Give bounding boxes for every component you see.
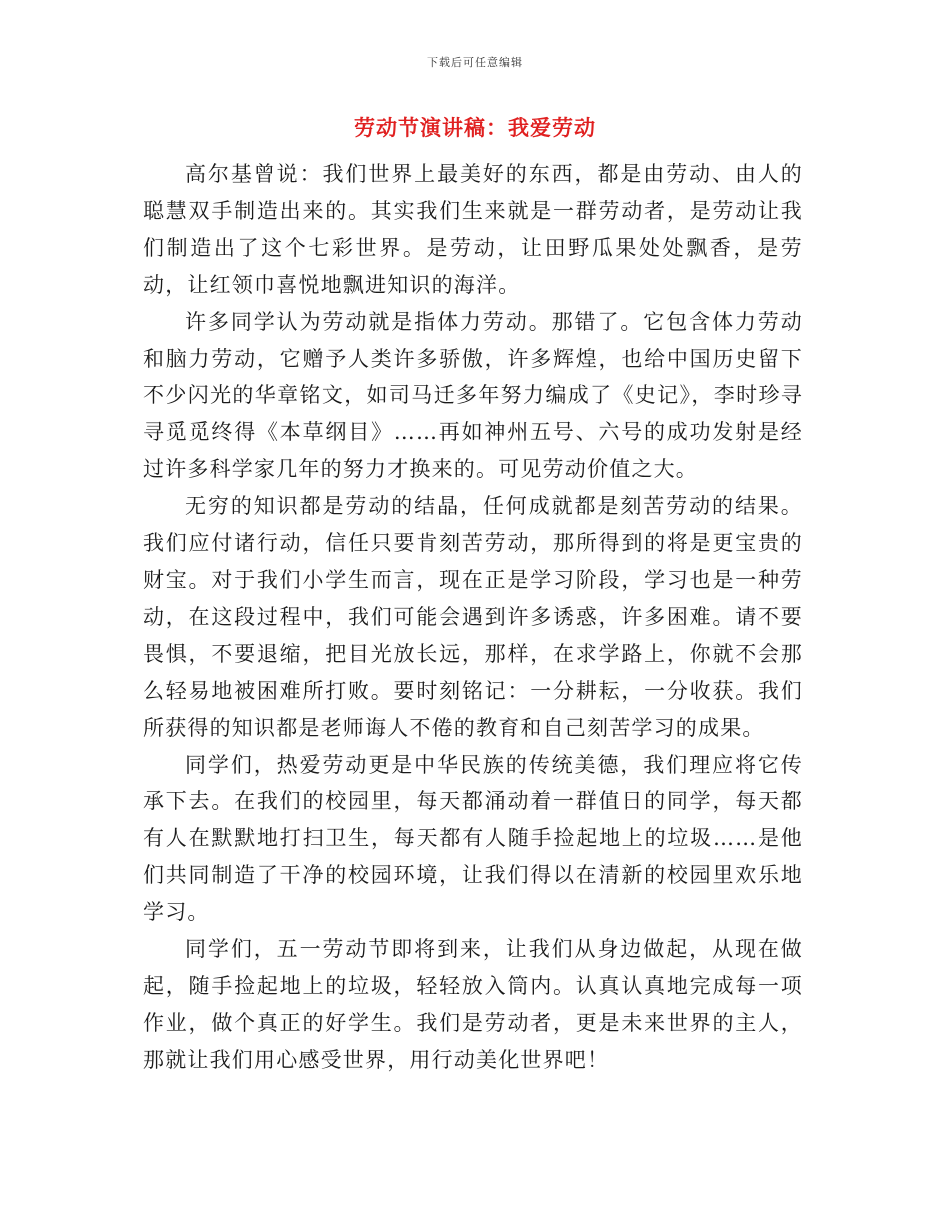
paragraph: 高尔基曾说：我们世界上最美好的东西，都是由劳动、由人的聪慧双手制造出来的。其实我们生来就是一群劳动者，是劳动让我们制造出了这个七彩世界。是劳动，让田野瓜果处处飘香，是劳动，让红领巾喜悦地飘进知识的海洋。 bbox=[143, 162, 803, 297]
header-note: 下载后可任意编辑 bbox=[427, 56, 523, 69]
document-body bbox=[143, 156, 803, 1079]
paragraph: 无穷的知识都是劳动的结晶，任何成就都是刻苦劳动的结果。我们应付诸行动，信任只要肯刻苦劳动，那所得到的将是更宝贵的财宝。对于我们小学生而言，现在正是学习阶段，学习也是一种劳动，在这段过程中，我们可能会遇到许多诱惑，许多困难。请不要畏惧，不要退缩，把目光放长远，那样，在求学路上，你就不会那么轻易地被困难所打败。要时刻铭记：一分耕耘，一分收获。我们所获得的知识都是老师诲人不倦的教育和自己刻苦学习的成果。 bbox=[143, 494, 803, 740]
paragraph: 许多同学认为劳动就是指体力劳动。那错了。它包含体力劳动和脑力劳动，它赠予人类许多骄傲，许多辉煌，也给中国历史留下不少闪光的华章铭文，如司马迁多年努力编成了《史记》，李时珍寻寻觅觅终得《本草纲目》……再如神州五号、六号的成功发射是经过许多科学家几年的努力才换来的。可见劳动价值之大。 bbox=[143, 309, 803, 482]
document-title: 劳动节演讲稿：我爱劳动 bbox=[354, 115, 596, 140]
paragraph: 同学们，热爱劳动更是中华民族的传统美德，我们理应将它传承下去。在我们的校园里，每天都涌动着一群值日的同学，每天都有人在默默地打扫卫生，每天都有人随手捡起地上的垃圾……是他们共同制造了干净的校园环境，让我们得以在清新的校园里欢乐地学习。 bbox=[143, 752, 803, 925]
paragraph: 同学们，五一劳动节即将到来，让我们从身边做起，从现在做起，随手捡起地上的垃圾，轻轻放入筒内。认真认真地完成每一项作业，做个真正的好学生。我们是劳动者，更是未来世界的主人，那就让我们用心感受世界，用行动美化世界吧！ bbox=[143, 937, 803, 1072]
